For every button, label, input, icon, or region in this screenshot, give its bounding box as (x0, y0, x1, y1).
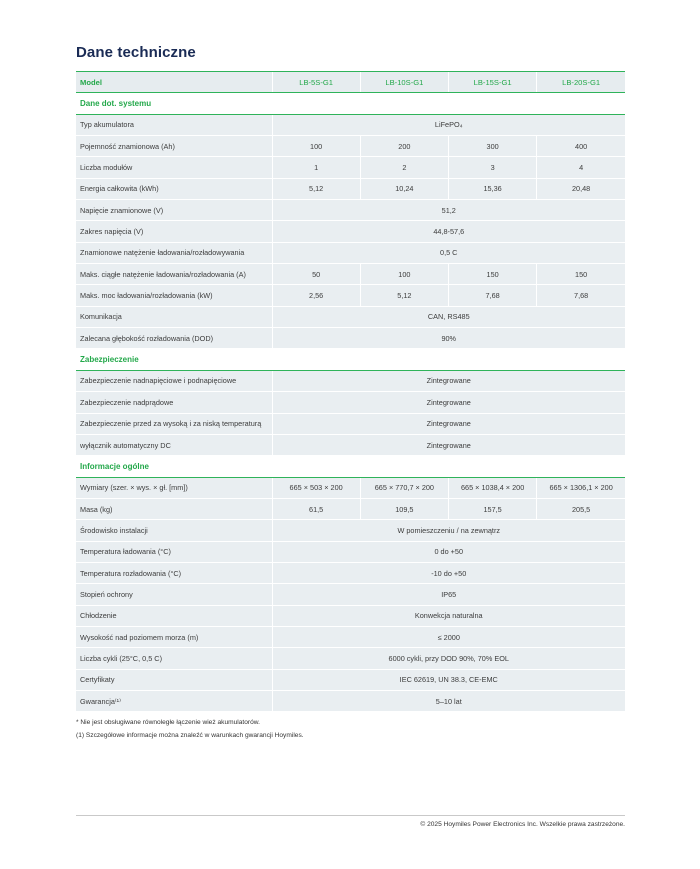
header-model-1: LB-5S-G1 (272, 72, 360, 93)
spec-table-body (76, 93, 625, 712)
row-shared-value: 44,8-57,6 (272, 221, 625, 242)
row-shared-value: 90% (272, 328, 625, 349)
row-value-model-3: 7,68 (449, 285, 537, 306)
table-row (76, 285, 625, 306)
row-label: wyłącznik automatyczny DC (76, 434, 272, 455)
row-shared-value: 0 do +50 (272, 541, 625, 562)
row-value-model-1: 5,12 (272, 178, 360, 199)
row-value-model-2: 10,24 (360, 178, 448, 199)
table-row (76, 562, 625, 583)
table-row (76, 242, 625, 263)
table-row (76, 648, 625, 669)
row-label: Energia całkowita (kWh) (76, 178, 272, 199)
row-value-model-4: 665 × 1306,1 × 200 (537, 477, 625, 498)
table-row (76, 328, 625, 349)
row-shared-value: 0,5 C (272, 242, 625, 263)
row-label: Zabezpieczenie przed za wysoką i za niską temperaturą (76, 413, 272, 434)
table-row (76, 114, 625, 135)
table-row (76, 178, 625, 199)
copyright-footer: © 2025 Hoymiles Power Electronics Inc. Wszelkie prawa zastrzeżone. (420, 821, 625, 828)
table-row (76, 477, 625, 498)
row-label: Chłodzenie (76, 605, 272, 626)
row-value-model-2: 2 (360, 157, 448, 178)
table-row (76, 520, 625, 541)
row-shared-value: -10 do +50 (272, 562, 625, 583)
row-value-model-3: 15,36 (449, 178, 537, 199)
row-label: Zalecana głębokość rozładowania (DOD) (76, 328, 272, 349)
row-shared-value: Zintegrowane (272, 370, 625, 391)
row-label: Temperatura ładowania (°C) (76, 541, 272, 562)
row-shared-value: IEC 62619, UN 38.3, CE-EMC (272, 669, 625, 690)
row-label: Temperatura rozładowania (°C) (76, 562, 272, 583)
row-shared-value: IP65 (272, 584, 625, 605)
table-row (76, 370, 625, 391)
row-label: Maks. ciągłe natężenie ładowania/rozładowania (A) (76, 264, 272, 285)
row-value-model-1: 1 (272, 157, 360, 178)
footnote-warranty: (1) Szczegółowe informacje można znaleźć w warunkach gwarancji Hoymiles. (76, 731, 304, 739)
table-header-row (76, 72, 625, 93)
row-label: Komunikacja (76, 306, 272, 327)
table-row (76, 200, 625, 221)
table-row (76, 392, 625, 413)
row-shared-value: Zintegrowane (272, 413, 625, 434)
table-row (76, 413, 625, 434)
header-model-label: Model (76, 72, 272, 93)
table-row (76, 690, 625, 711)
row-label: Liczba modułów (76, 157, 272, 178)
row-value-model-3: 665 × 1038,4 × 200 (449, 477, 537, 498)
table-row (76, 157, 625, 178)
row-label: Środowisko instalacji (76, 520, 272, 541)
row-label: Znamionowe natężenie ładowania/rozładowywania (76, 242, 272, 263)
row-label: Wymiary (szer. × wys. × gł. [mm]) (76, 477, 272, 498)
row-shared-value: Zintegrowane (272, 434, 625, 455)
row-shared-value: 5–10 lat (272, 690, 625, 711)
row-value-model-3: 157,5 (449, 498, 537, 519)
footer-divider (76, 815, 625, 816)
section-header-row (76, 456, 625, 477)
row-shared-value: LiFePO₄ (272, 114, 625, 135)
header-model-3: LB-15S-G1 (449, 72, 537, 93)
row-shared-value: W pomieszczeniu / na zewnątrz (272, 520, 625, 541)
table-row (76, 221, 625, 242)
table-row (76, 605, 625, 626)
row-value-model-2: 665 × 770,7 × 200 (360, 477, 448, 498)
row-label: Wysokość nad poziomem morza (m) (76, 626, 272, 647)
row-value-model-3: 150 (449, 264, 537, 285)
row-value-model-4: 20,48 (537, 178, 625, 199)
section-title: Informacje ogólne (76, 456, 625, 477)
row-shared-value: 6000 cykli, przy DOD 90%, 70% EOL (272, 648, 625, 669)
row-label: Napięcie znamionowe (V) (76, 200, 272, 221)
footnote-parallel: * Nie jest obsługiwane równoległe łączenie wież akumulatorów. (76, 719, 260, 726)
row-value-model-4: 7,68 (537, 285, 625, 306)
row-value-model-1: 100 (272, 136, 360, 157)
row-label: Pojemność znamionowa (Ah) (76, 136, 272, 157)
row-label: Stopień ochrony (76, 584, 272, 605)
row-label: Zabezpieczenie nadprądowe (76, 392, 272, 413)
section-title: Zabezpieczenie (76, 349, 625, 370)
row-shared-value: ≤ 2000 (272, 626, 625, 647)
row-label: Zakres napięcia (V) (76, 221, 272, 242)
table-row (76, 584, 625, 605)
row-shared-value: Konwekcja naturalna (272, 605, 625, 626)
table-row (76, 136, 625, 157)
page-title: Dane techniczne (76, 44, 196, 61)
row-value-model-4: 150 (537, 264, 625, 285)
row-value-model-4: 205,5 (537, 498, 625, 519)
row-value-model-3: 300 (449, 136, 537, 157)
row-shared-value: Zintegrowane (272, 392, 625, 413)
table-row (76, 306, 625, 327)
row-value-model-4: 4 (537, 157, 625, 178)
section-header-row (76, 349, 625, 370)
row-value-model-2: 200 (360, 136, 448, 157)
table-row (76, 498, 625, 519)
table-row (76, 434, 625, 455)
row-label: Gwarancja⁽¹⁾ (76, 690, 272, 711)
header-model-2: LB-10S-G1 (360, 72, 448, 93)
row-label: Masa (kg) (76, 498, 272, 519)
row-value-model-1: 2,56 (272, 285, 360, 306)
row-label: Zabezpieczenie nadnapięciowe i podnapięciowe (76, 370, 272, 391)
footnotes (76, 717, 304, 742)
section-header-row (76, 93, 625, 114)
table-row (76, 541, 625, 562)
row-label: Certyfikaty (76, 669, 272, 690)
row-value-model-2: 100 (360, 264, 448, 285)
row-label: Liczba cykli (25°C, 0,5 C) (76, 648, 272, 669)
table-row (76, 264, 625, 285)
table-row (76, 669, 625, 690)
row-label: Maks. moc ładowania/rozładowania (kW) (76, 285, 272, 306)
header-model-4: LB-20S-G1 (537, 72, 625, 93)
row-value-model-1: 61,5 (272, 498, 360, 519)
table-row (76, 626, 625, 647)
row-label: Typ akumulatora (76, 114, 272, 135)
spec-table (76, 71, 625, 712)
row-value-model-1: 50 (272, 264, 360, 285)
row-shared-value: CAN, RS485 (272, 306, 625, 327)
row-value-model-1: 665 × 503 × 200 (272, 477, 360, 498)
row-value-model-4: 400 (537, 136, 625, 157)
row-value-model-3: 3 (449, 157, 537, 178)
row-value-model-2: 5,12 (360, 285, 448, 306)
row-value-model-2: 109,5 (360, 498, 448, 519)
section-title: Dane dot. systemu (76, 93, 625, 114)
row-shared-value: 51,2 (272, 200, 625, 221)
